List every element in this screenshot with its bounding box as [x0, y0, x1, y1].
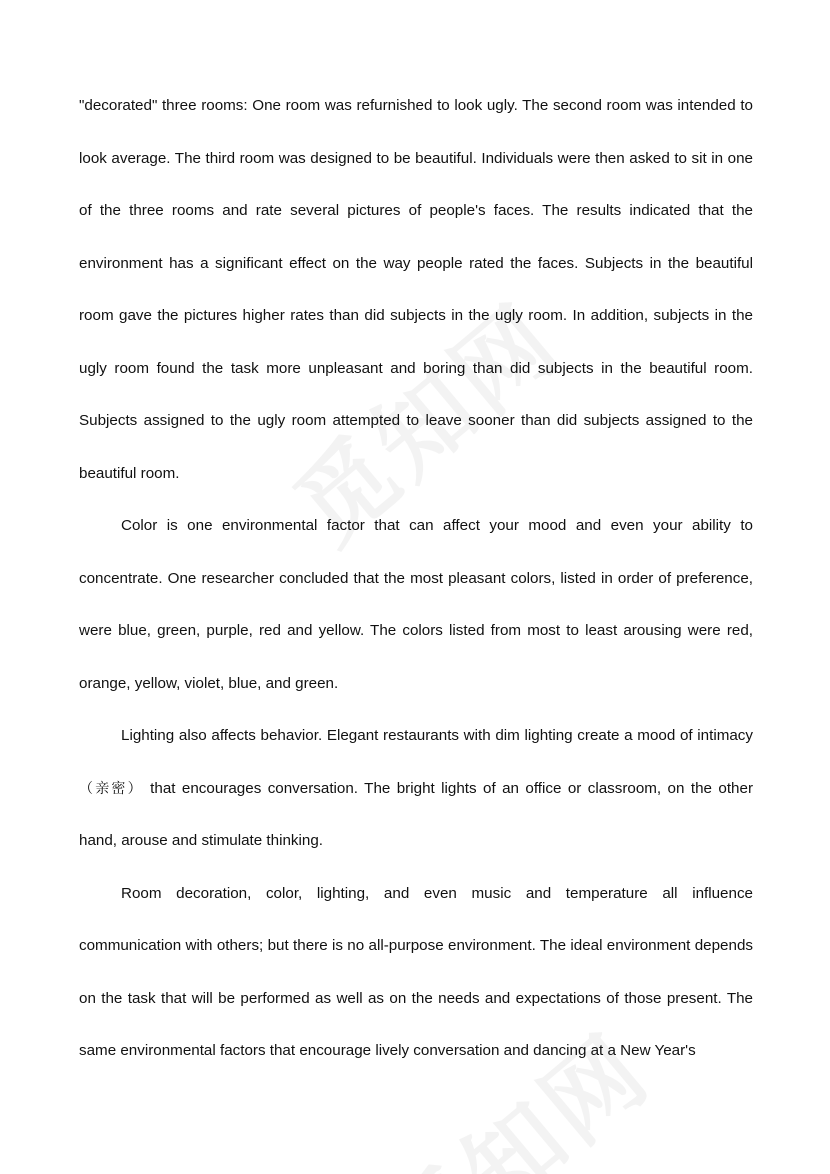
paragraph-environment: [79, 868, 753, 1078]
paragraph-text: Room decoration, color, lighting, and even music and temperature all influence communication with others; but there is no all-purpose environment. The ideal environment depends on the task that will be performed as well as on the needs and expectations of those present. The same environmental factors that encourage lively conversation and dancing at a New Year's: [79, 884, 753, 1059]
paragraph-room-study: [79, 80, 753, 500]
body-text: [79, 80, 753, 1078]
paragraph-text-before: Lighting also affects behavior. Elegant restaurants with dim lighting create a mood of intimacy: [121, 727, 753, 744]
paragraph-text-after: that encourages conversation. The bright lights of an office or classroom, on the other hand, arouse and stimulate thinking.: [79, 779, 754, 849]
paragraph-text: Color is one environmental factor that can affect your mood and even your ability to concentrate. One researcher concluded that the most pleasant colors, listed in order of preference, were blue, green, purple, red and yellow. The colors listed from most to least arousing were red, orange, yellow, violet, blue, and green.: [79, 517, 753, 692]
paragraph-text: "decorated" three rooms: One room was refurnished to look ugly. The second room was intended to look average. The third room was designed to be beautiful. Individuals were then asked to sit in one of the three rooms and rate several pictures of people's faces. The results indicated that the environment has a significant effect on the way people rated the faces. Subjects in the beautiful room gave the pictures higher rates than did subjects in the ugly room. In addition, subjects in the ugly room found the task more unpleasant and boring than did subjects in the beautiful room. Subjects assigned to the ugly room attempted to leave sooner than did subjects assigned to the beautiful room.: [79, 97, 753, 482]
paragraph-lighting: [79, 710, 753, 868]
paragraph-color: [79, 500, 753, 710]
chinese-gloss: （亲密）: [79, 780, 144, 797]
